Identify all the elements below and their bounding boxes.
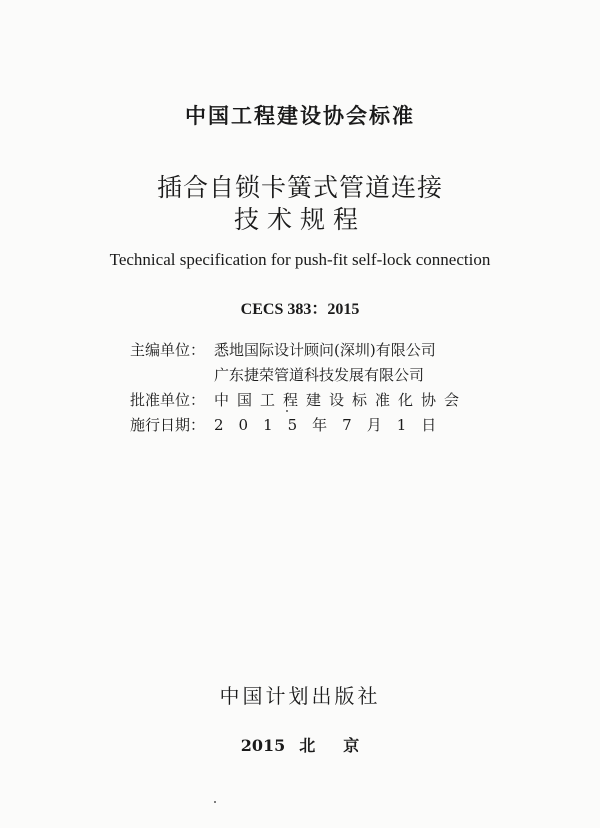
standard-code: CECS 383：2015 [240,301,360,318]
chief-editor-value-1: 悉地国际设计顾问(深圳)有限公司 [214,341,436,359]
scan-speck [286,410,288,412]
title-cn-line-2: 技术规程 [233,205,366,234]
chief-editor-label: 主编单位： [130,341,206,359]
standard-info-block [130,338,467,438]
title-en: Technical specification for push-fit self-lock connection [109,250,491,269]
chief-editor-row-2 [130,363,467,388]
publication-city-1: 北 [299,736,316,755]
approver-value: 中国工程建设标准化协会 [214,391,468,409]
title-cn-line-1: 插合自锁卡簧式管道连接 [156,173,443,202]
approver-row [130,388,467,413]
effective-date-label: 施行日期： [130,416,206,434]
series-title: 中国工程建设协会标准 [185,104,415,128]
approver-label: 批准单位： [130,391,206,409]
effective-date-value: 2015年7月1日 [214,416,452,434]
publication-year: 2015 [240,736,286,755]
chief-editor-value-2: 广东捷荣管道科技发展有限公司 [214,366,425,384]
scan-speck [214,801,216,803]
publication-place [0,733,600,756]
chief-editor-row [130,338,467,363]
publisher-name: 中国计划出版社 [219,684,381,708]
publication-city-2: 京 [343,736,360,755]
effective-date-row [130,413,467,438]
